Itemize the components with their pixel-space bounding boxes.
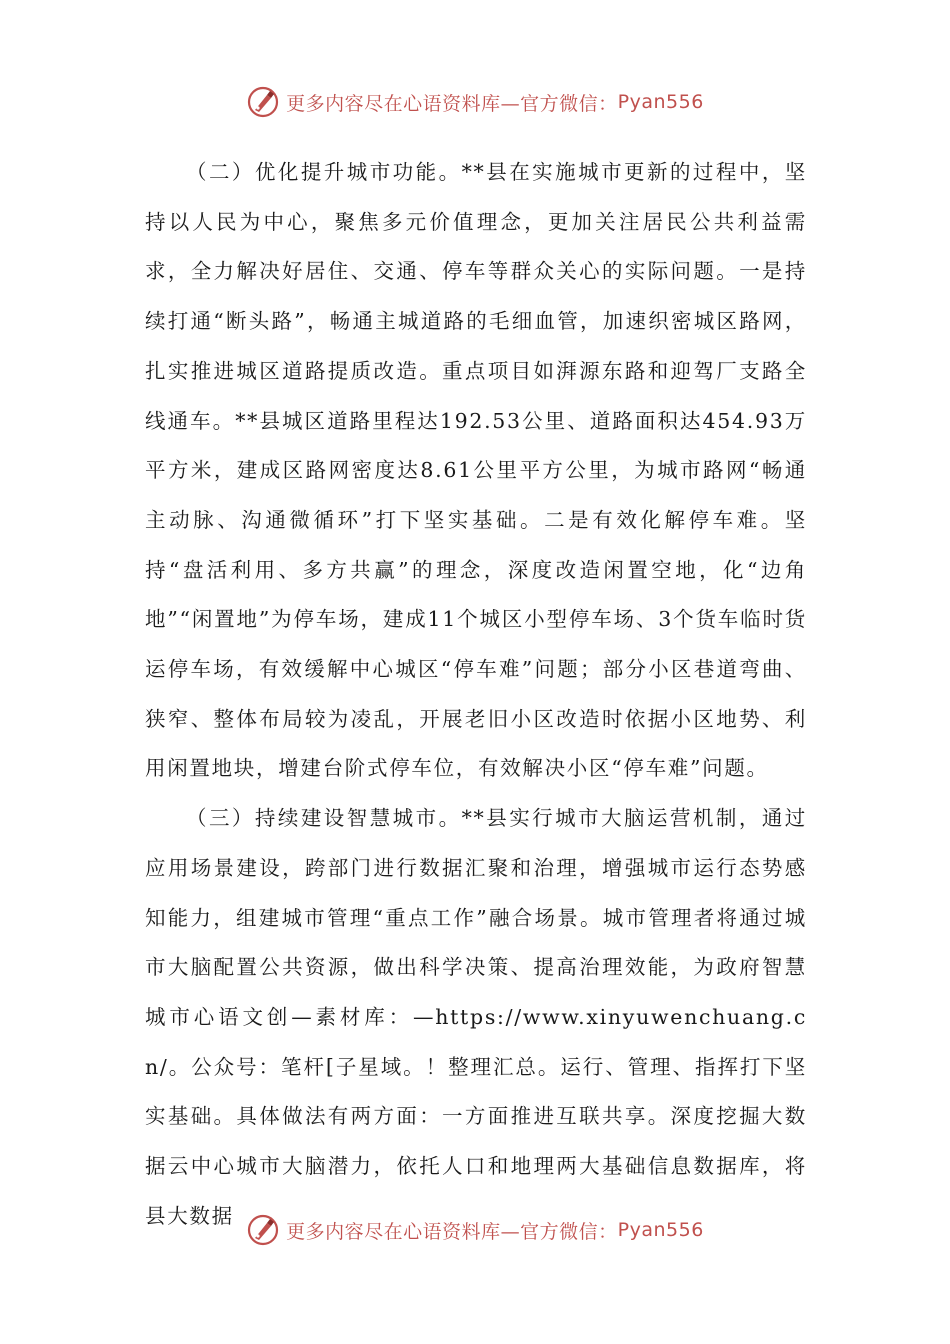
watermark-wechat-id: Pyan556 bbox=[617, 91, 704, 113]
paragraph-optimize-city-functions: （二）优化提升城市功能。**县在实施城市更新的过程中，坚持以人民为中心，聚焦多元价值理念，更加关注居民公共利益需求，全力解决好居住、交通、停车等群众关心的实际问题。一是持续打通“断头路”，畅通主城道路的毛细血管，加速织密城区路网，扎实推进城区道路提质改造。重点项目如湃源东路和迎驾厂支路全线通车。**县城区道路里程达192.53公里、道路面积达454.93万平方米，建成区路网密度达8.61公里平方公里，为城市路网“畅通主动脉、沟通微循环”打下坚实基础。二是有效化解停车难。坚持“盘活利用、多方共赢”的理念，深度改造闲置空地，化“边角地”“闲置地”为停车场，建成11个城区小型停车场、3个货车临时货运停车场，有效缓解中心城区“停车难”问题；部分小区巷道弯曲、狭窄、整体布局较为凌乱，开展老旧小区改造时依据小区地势、利用闲置地块，增建台阶式停车位，有效解决小区“停车难”问题。 bbox=[145, 160, 807, 781]
paragraph-smart-city: （三）持续建设智慧城市。**县实行城市大脑运营机制，通过应用场景建设，跨部门进行数据汇聚和治理，增强城市运行态势感知能力，组建城市管理“重点工作”融合场景。城市管理者将通过城市大脑配置公共资源，做出科学决策、提高治理效能，为政府智慧城市心语文创—素材库：—https://www.xinyuwenchuang.cn/。公众号：笔杆[子星域。！整理汇总。运行、管理、指挥打下坚实基础。具体做法有两方面：一方面推进互联共享。深度挖掘大数据云中心城市大脑潜力，依托人口和地理两大基础信息数据库，将县大数据 bbox=[145, 806, 807, 1228]
pen-nib-icon bbox=[246, 85, 280, 119]
header-watermark bbox=[0, 82, 950, 122]
watermark-text: 更多内容尽在心语资料库—官方微信： bbox=[286, 1220, 618, 1243]
watermark-text: 更多内容尽在心语资料库—官方微信： bbox=[286, 92, 618, 115]
watermark-wechat-id: Pyan556 bbox=[617, 1219, 704, 1241]
document-body bbox=[145, 148, 807, 1241]
pen-nib-icon bbox=[246, 1213, 280, 1247]
footer-watermark bbox=[0, 1210, 950, 1250]
